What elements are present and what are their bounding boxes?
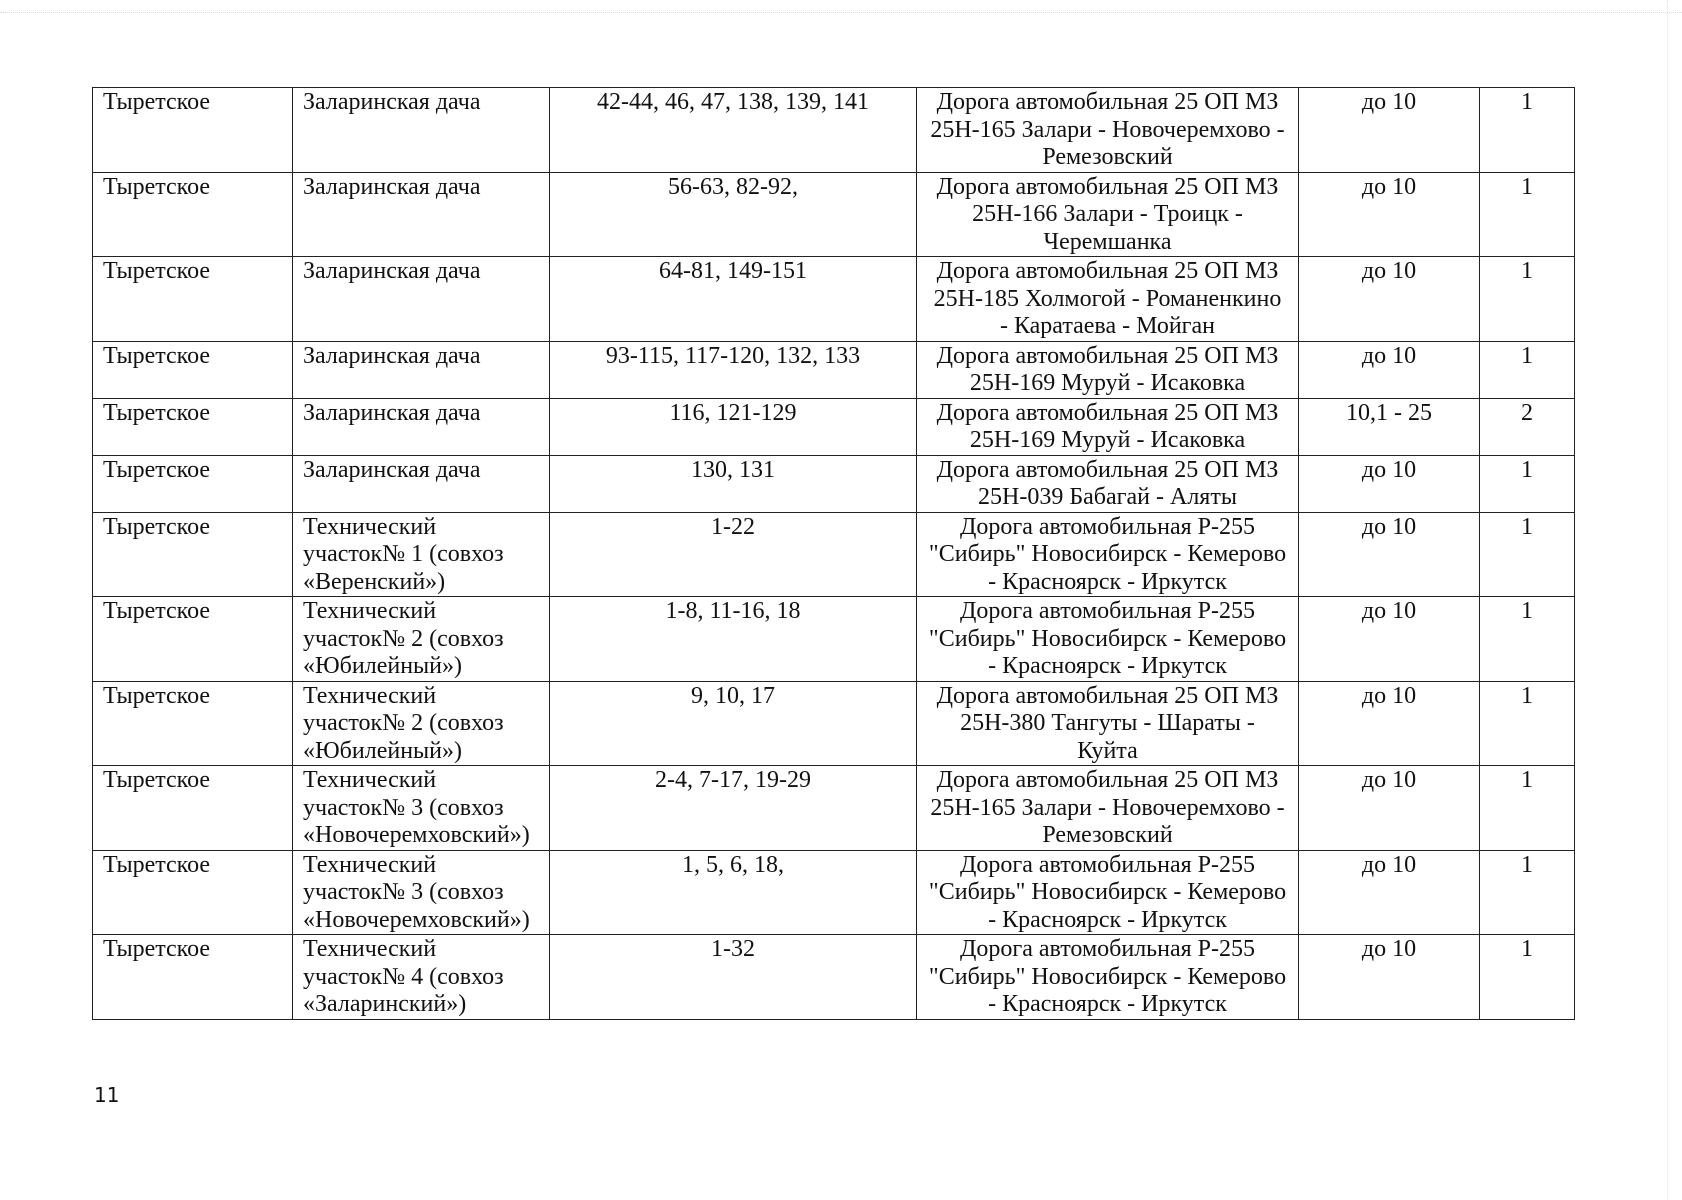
dacha-cell: Заларинская дача (293, 455, 550, 512)
zone-cell: 1 (1480, 257, 1575, 342)
road-cell: Дорога автомобильная Р-255 "Сибирь" Новосибирск - Кемерово - Красноярск - Иркутск (917, 935, 1299, 1020)
dacha-cell: Заларинская дача (293, 398, 550, 455)
distance-cell: до 10 (1299, 512, 1480, 597)
dacha-cell: Технический участок№ 3 (совхоз «Новочеремховский») (293, 766, 550, 851)
road-cell: Дорога автомобильная 25 ОП МЗ 25Н-380 Тангуты - Шараты - Куйта (917, 681, 1299, 766)
dacha-cell: Заларинская дача (293, 88, 550, 173)
distance-cell: до 10 (1299, 681, 1480, 766)
road-cell: Дорога автомобильная 25 ОП МЗ 25Н-169 Муруй - Исаковка (917, 341, 1299, 398)
settlement-cell: Тыретское (93, 88, 293, 173)
table-row (93, 512, 1575, 597)
settlement-cell: Тыретское (93, 766, 293, 851)
zone-cell: 2 (1480, 398, 1575, 455)
zone-cell: 1 (1480, 850, 1575, 935)
plots-cell: 116, 121-129 (550, 398, 917, 455)
distance-cell: до 10 (1299, 850, 1480, 935)
dacha-cell: Технический участок№ 2 (совхоз «Юбилейный») (293, 681, 550, 766)
dacha-cell: Заларинская дача (293, 257, 550, 342)
settlement-cell: Тыретское (93, 935, 293, 1020)
distance-cell: до 10 (1299, 88, 1480, 173)
zone-cell: 1 (1480, 172, 1575, 257)
road-cell: Дорога автомобильная 25 ОП МЗ 25Н-169 Муруй - Исаковка (917, 398, 1299, 455)
plots-cell: 42-44, 46, 47, 138, 139, 141 (550, 88, 917, 173)
dacha-cell: Технический участок№ 4 (совхоз «Заларинский») (293, 935, 550, 1020)
document-table (92, 87, 1575, 1020)
plots-cell: 93-115, 117-120, 132, 133 (550, 341, 917, 398)
table-row (93, 455, 1575, 512)
distance-cell: до 10 (1299, 257, 1480, 342)
dacha-cell: Заларинская дача (293, 172, 550, 257)
dacha-cell: Технический участок№ 1 (совхоз «Веренский») (293, 512, 550, 597)
table-row (93, 935, 1575, 1020)
plots-cell: 1-8, 11-16, 18 (550, 597, 917, 682)
settlement-cell: Тыретское (93, 398, 293, 455)
plots-cell: 64-81, 149-151 (550, 257, 917, 342)
distance-cell: 10,1 - 25 (1299, 398, 1480, 455)
distance-cell: до 10 (1299, 341, 1480, 398)
table-row (93, 850, 1575, 935)
dacha-cell: Технический участок№ 3 (совхоз «Новочеремховский») (293, 850, 550, 935)
distance-cell: до 10 (1299, 597, 1480, 682)
zone-cell: 1 (1480, 681, 1575, 766)
table-body (93, 88, 1575, 1020)
road-cell: Дорога автомобильная Р-255 "Сибирь" Новосибирск - Кемерово - Красноярск - Иркутск (917, 597, 1299, 682)
settlement-cell: Тыретское (93, 455, 293, 512)
plots-cell: 130, 131 (550, 455, 917, 512)
plots-cell: 1-22 (550, 512, 917, 597)
table-row (93, 681, 1575, 766)
settlement-cell: Тыретское (93, 597, 293, 682)
plots-cell: 9, 10, 17 (550, 681, 917, 766)
settlement-cell: Тыретское (93, 681, 293, 766)
zone-cell: 1 (1480, 512, 1575, 597)
settlement-cell: Тыретское (93, 512, 293, 597)
table-row (93, 88, 1575, 173)
table-row (93, 597, 1575, 682)
scan-right-edge (1667, 0, 1668, 1200)
table-row (93, 766, 1575, 851)
table-row (93, 341, 1575, 398)
zone-cell: 1 (1480, 341, 1575, 398)
zone-cell: 1 (1480, 935, 1575, 1020)
settlement-cell: Тыретское (93, 850, 293, 935)
plots-cell: 56-63, 82-92, (550, 172, 917, 257)
distance-cell: до 10 (1299, 172, 1480, 257)
dacha-cell: Технический участок№ 2 (совхоз «Юбилейный») (293, 597, 550, 682)
road-cell: Дорога автомобильная 25 ОП МЗ 25Н-165 Залари - Новочеремхово - Ремезовский (917, 766, 1299, 851)
distance-cell: до 10 (1299, 455, 1480, 512)
road-cell: Дорога автомобильная 25 ОП МЗ 25Н-165 Залари - Новочеремхово - Ремезовский (917, 88, 1299, 173)
dacha-cell: Заларинская дача (293, 341, 550, 398)
distance-cell: до 10 (1299, 935, 1480, 1020)
settlement-cell: Тыретское (93, 172, 293, 257)
page-number: 11 (94, 1083, 120, 1107)
road-cell: Дорога автомобильная 25 ОП МЗ 25Н-166 Залари - Троицк - Черемшанка (917, 172, 1299, 257)
scan-edge-line (0, 12, 1682, 13)
settlement-cell: Тыретское (93, 341, 293, 398)
zone-cell: 1 (1480, 766, 1575, 851)
plots-cell: 2-4, 7-17, 19-29 (550, 766, 917, 851)
settlement-cell: Тыретское (93, 257, 293, 342)
zone-cell: 1 (1480, 455, 1575, 512)
zone-cell: 1 (1480, 597, 1575, 682)
table-row (93, 398, 1575, 455)
distance-cell: до 10 (1299, 766, 1480, 851)
road-cell: Дорога автомобильная Р-255 "Сибирь" Новосибирск - Кемерово - Красноярск - Иркутск (917, 850, 1299, 935)
table-row (93, 257, 1575, 342)
zone-cell: 1 (1480, 88, 1575, 173)
plots-cell: 1-32 (550, 935, 917, 1020)
road-cell: Дорога автомобильная 25 ОП МЗ 25Н-185 Холмогой - Романенкино - Каратаева - Мойган (917, 257, 1299, 342)
road-cell: Дорога автомобильная 25 ОП МЗ 25Н-039 Бабагай - Аляты (917, 455, 1299, 512)
table-row (93, 172, 1575, 257)
road-cell: Дорога автомобильная Р-255 "Сибирь" Новосибирск - Кемерово - Красноярск - Иркутск (917, 512, 1299, 597)
plots-cell: 1, 5, 6, 18, (550, 850, 917, 935)
